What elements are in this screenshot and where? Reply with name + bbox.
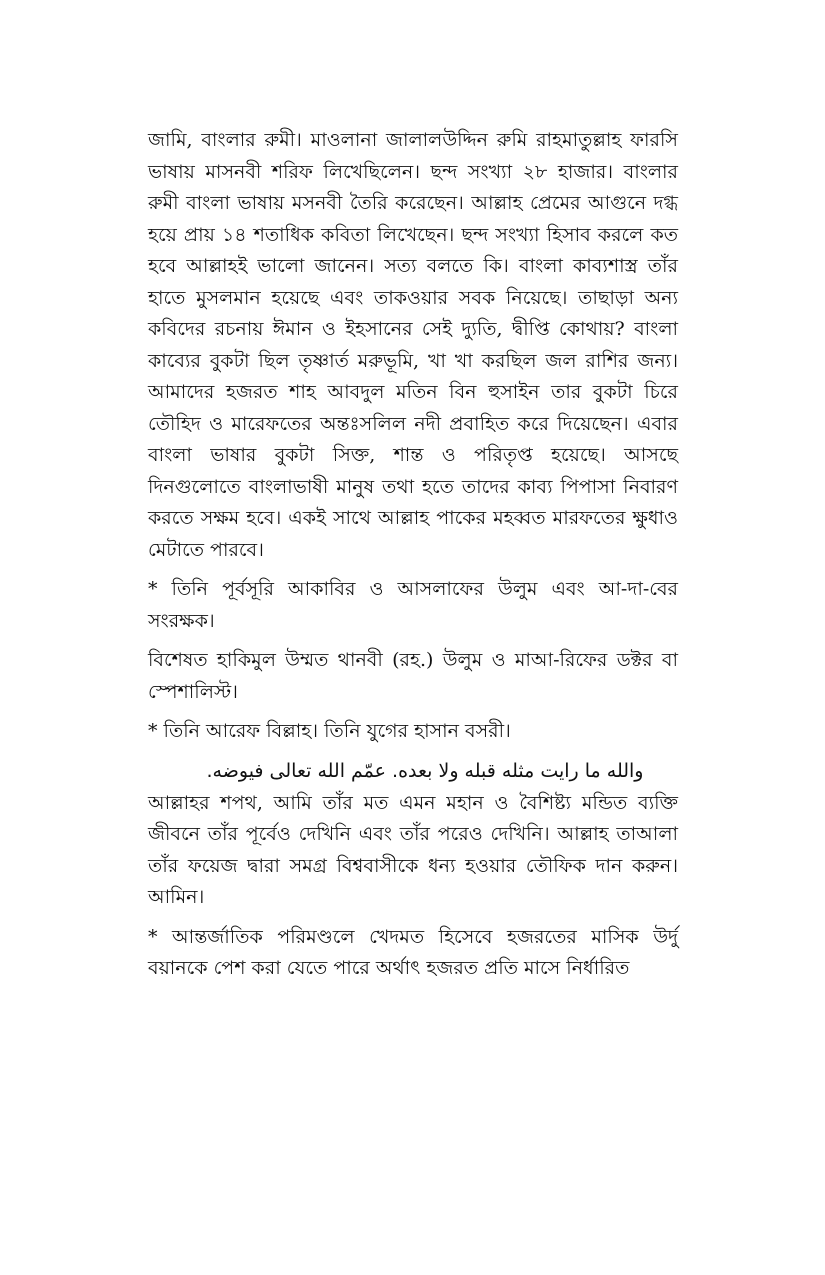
paragraph-thanvi-specialist: বিশেষত হাকিমুল উম্মত থানবী (রহ.) উলুম ও মাআ-রিফের ডক্টর বা স্পেশালিস্ট।: [148, 649, 678, 703]
paragraph-bangla-rumi: জামি, বাংলার রুমী। মাওলানা জালালউদ্দিন রুমি রাহমাতুল্লাহ ফারসি ভাষায় মাসনবী শরিফ লিখেছিলেন। ছন্দ সংখ্যা ২৮ হাজার। বাংলার রুমী বাংলা ভাষায় মসনবী তৈরি করেছেন। আল্লাহ প্রেমের আগুনে দগ্ধ হয়ে প্রায় ১৪ শতাধিক কবিতা লিখেছেন। ছন্দ সংখ্যা হিসাব করলে কত হবে আল্লাহই ভালো জানেন। সত্য বলতে কি। বাংলা কাব্যশাস্ত্র তাঁর হাতে মুসলমান হয়েছে এবং তাকওয়ার সবক নিয়েছে। তাছাড়া অন্য কবিদের রচনায় ঈমান ও ইহসানের সেই দ্যুতি, দ্বীপ্তি কোথায়? বাংলা কাব্যের বুকটা ছিল তৃষ্ণার্ত মরুভূমি, খা খা করছিল জল রাশির জন্য। আমাদের হজরত শাহ আবদুল মতিন বিন হুসাইন তার বুকটা চিরে তৌহিদ ও মারেফতের অন্তঃসলিল নদী প্রবাহিত করে দিয়েছেন। এবার বাংলা ভাষার বুকটা সিক্ত, শান্ত ও পরিতৃপ্ত হয়েছে। আসছে দিনগুলোতে বাংলাভাষী মানুষ তথা হতে তাদের কাব্য পিপাসা নিবারণ করতে সক্ষম হবে। একই সাথে আল্লাহ পাকের মহব্বত মারফতের ক্ষুধাও মেটাতে পারবে।: [148, 129, 678, 561]
paragraph-oath: আল্লাহর শপথ, আমি তাঁর মত এমন মহান ও বৈশিষ্ট্য মন্ডিত ব্যক্তি জীবনে তাঁর পূর্বেও দেখিনি এবং তাঁর পরেও দেখিনি। আল্লাহ তাআলা তাঁর ফয়েজ দ্বারা সমগ্র বিশ্ববাসীকে ধন্য হওয়ার তৌফিক দান করুন। আমিন।: [148, 791, 678, 908]
arabic-quote: والله ما رايت مثله قبله ولا بعده. عمّم الله تعالى فيوضه.: [206, 759, 644, 782]
document-page: [148, 125, 678, 985]
paragraph-akabir-guardian: * তিনি পূর্বসূরি আকাবির ও আসলাফের উলুম এবং আ-দা-বের সংরক্ষক।: [148, 578, 678, 632]
paragraph-aref-billah: * তিনি আরেফ বিল্লাহ। তিনি যুগের হাসান বসরী।: [148, 720, 511, 742]
paragraph-international-service: * আন্তর্জাতিক পরিমণ্ডলে খেদমত হিসেবে হজরতের মাসিক উর্দু বয়ানকে পেশ করা যেতে পারে অর্থাৎ হজরত প্রতি মাসে নির্ধারিত: [148, 925, 678, 979]
